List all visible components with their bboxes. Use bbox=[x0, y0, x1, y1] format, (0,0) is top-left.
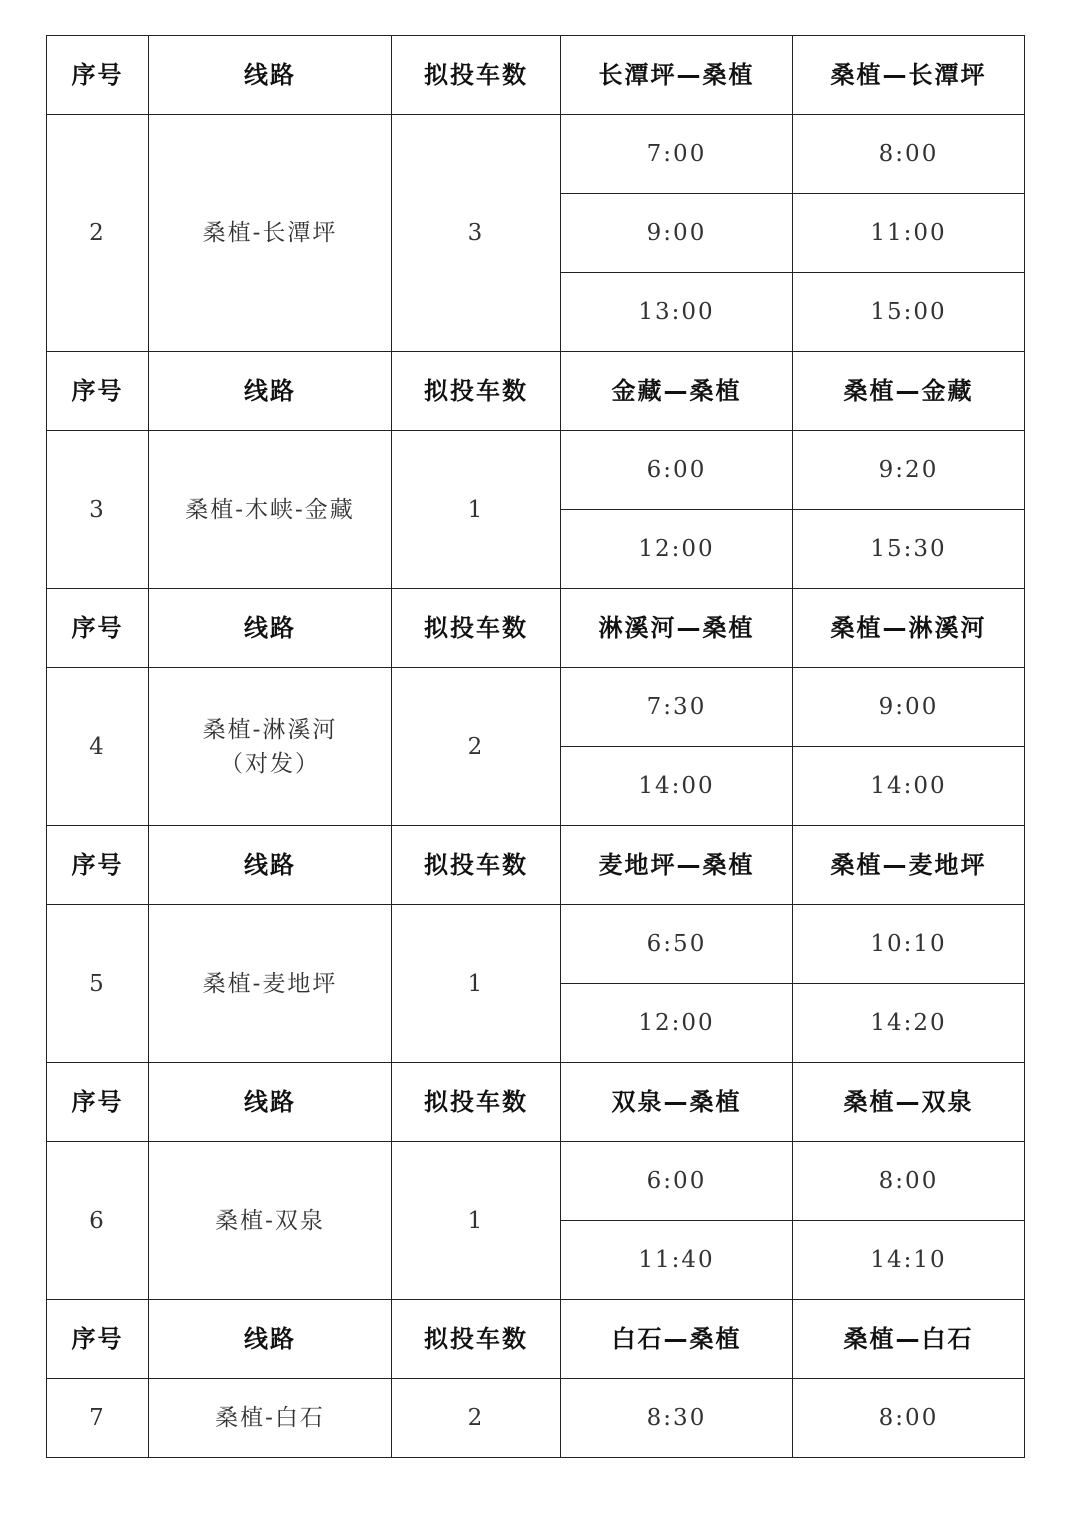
bus-count-cell: 1 bbox=[392, 431, 561, 589]
header-direction-a-cell: 金藏—桑植 bbox=[561, 352, 793, 431]
bus-count-cell: 2 bbox=[392, 668, 561, 826]
header-direction-b-cell: 桑植—麦地坪 bbox=[793, 826, 1025, 905]
route-name-line: 桑植-双泉 bbox=[215, 1207, 325, 1234]
section-header-row bbox=[47, 352, 1025, 431]
header-route-cell: 线路 bbox=[149, 352, 392, 431]
departure-time-b-cell: 14:00 bbox=[793, 747, 1025, 826]
table-row bbox=[47, 905, 1025, 984]
table-row bbox=[47, 1379, 1025, 1458]
route-name-cell bbox=[149, 115, 392, 352]
header-direction-a-cell: 长潭坪—桑植 bbox=[561, 36, 793, 115]
departure-time-b-cell: 11:00 bbox=[793, 194, 1025, 273]
bus-count-cell: 1 bbox=[392, 905, 561, 1063]
departure-time-b-cell: 9:20 bbox=[793, 431, 1025, 510]
departure-time-a-cell: 7:30 bbox=[561, 668, 793, 747]
route-number-cell: 3 bbox=[47, 431, 149, 589]
departure-time-b-cell: 8:00 bbox=[793, 1379, 1025, 1458]
header-buses-cell: 拟投车数 bbox=[392, 36, 561, 115]
header-buses-cell: 拟投车数 bbox=[392, 589, 561, 668]
route-number-cell: 5 bbox=[47, 905, 149, 1063]
route-name-line: （对发） bbox=[220, 750, 320, 777]
departure-time-a-cell: 6:00 bbox=[561, 431, 793, 510]
schedule-body bbox=[47, 36, 1025, 1458]
header-direction-a-cell: 双泉—桑植 bbox=[561, 1063, 793, 1142]
header-no-cell: 序号 bbox=[47, 352, 149, 431]
departure-time-b-cell: 14:10 bbox=[793, 1221, 1025, 1300]
departure-time-a-cell: 12:00 bbox=[561, 984, 793, 1063]
header-direction-a-cell: 白石—桑植 bbox=[561, 1300, 793, 1379]
header-direction-b-cell: 桑植—淋溪河 bbox=[793, 589, 1025, 668]
route-name-cell bbox=[149, 1142, 392, 1300]
departure-time-b-cell: 8:00 bbox=[793, 1142, 1025, 1221]
header-no-cell: 序号 bbox=[47, 1063, 149, 1142]
header-buses-cell: 拟投车数 bbox=[392, 1300, 561, 1379]
header-direction-b-cell: 桑植—金藏 bbox=[793, 352, 1025, 431]
header-no-cell: 序号 bbox=[47, 1300, 149, 1379]
header-buses-cell: 拟投车数 bbox=[392, 826, 561, 905]
section-header-row bbox=[47, 1300, 1025, 1379]
departure-time-b-cell: 10:10 bbox=[793, 905, 1025, 984]
header-route-cell: 线路 bbox=[149, 826, 392, 905]
route-name-line: 桑植-长潭坪 bbox=[202, 220, 338, 246]
header-direction-b-cell: 桑植—白石 bbox=[793, 1300, 1025, 1379]
header-buses-cell: 拟投车数 bbox=[392, 352, 561, 431]
bus-count-cell: 1 bbox=[392, 1142, 561, 1300]
route-name-line: 桑植-白石 bbox=[215, 1405, 325, 1431]
header-direction-b-cell: 桑植—长潭坪 bbox=[793, 36, 1025, 115]
header-route-cell: 线路 bbox=[149, 1300, 392, 1379]
route-name-cell bbox=[149, 1379, 392, 1458]
departure-time-a-cell: 6:50 bbox=[561, 905, 793, 984]
bus-schedule-table bbox=[46, 35, 1025, 1458]
table-row bbox=[47, 431, 1025, 510]
header-buses-cell: 拟投车数 bbox=[392, 1063, 561, 1142]
table-row bbox=[47, 115, 1025, 194]
section-header-row bbox=[47, 1063, 1025, 1142]
departure-time-b-cell: 15:30 bbox=[793, 510, 1025, 589]
departure-time-a-cell: 6:00 bbox=[561, 1142, 793, 1221]
bus-count-cell: 2 bbox=[392, 1379, 561, 1458]
departure-time-a-cell: 14:00 bbox=[561, 747, 793, 826]
header-route-cell: 线路 bbox=[149, 1063, 392, 1142]
route-name-line: 桑植-木峡-金藏 bbox=[185, 496, 355, 523]
route-number-cell: 4 bbox=[47, 668, 149, 826]
departure-time-b-cell: 14:20 bbox=[793, 984, 1025, 1063]
departure-time-a-cell: 12:00 bbox=[561, 510, 793, 589]
table-row bbox=[47, 1142, 1025, 1221]
section-header-row bbox=[47, 826, 1025, 905]
departure-time-b-cell: 15:00 bbox=[793, 273, 1025, 352]
departure-time-b-cell: 8:00 bbox=[793, 115, 1025, 194]
header-route-cell: 线路 bbox=[149, 589, 392, 668]
section-header-row bbox=[47, 589, 1025, 668]
route-number-cell: 7 bbox=[47, 1379, 149, 1458]
header-direction-a-cell: 麦地坪—桑植 bbox=[561, 826, 793, 905]
route-number-cell: 2 bbox=[47, 115, 149, 352]
header-direction-b-cell: 桑植—双泉 bbox=[793, 1063, 1025, 1142]
route-name-line: 桑植-淋溪河 bbox=[202, 716, 338, 743]
departure-time-a-cell: 7:00 bbox=[561, 115, 793, 194]
section-header-row bbox=[47, 36, 1025, 115]
departure-time-a-cell: 13:00 bbox=[561, 273, 793, 352]
header-no-cell: 序号 bbox=[47, 36, 149, 115]
departure-time-a-cell: 11:40 bbox=[561, 1221, 793, 1300]
departure-time-a-cell: 8:30 bbox=[561, 1379, 793, 1458]
bus-count-cell: 3 bbox=[392, 115, 561, 352]
header-no-cell: 序号 bbox=[47, 589, 149, 668]
route-name-cell bbox=[149, 905, 392, 1063]
route-number-cell: 6 bbox=[47, 1142, 149, 1300]
header-route-cell: 线路 bbox=[149, 36, 392, 115]
route-name-cell bbox=[149, 431, 392, 589]
route-name-line: 桑植-麦地坪 bbox=[202, 970, 338, 997]
header-no-cell: 序号 bbox=[47, 826, 149, 905]
header-direction-a-cell: 淋溪河—桑植 bbox=[561, 589, 793, 668]
table-row bbox=[47, 668, 1025, 747]
departure-time-a-cell: 9:00 bbox=[561, 194, 793, 273]
route-name-cell bbox=[149, 668, 392, 826]
departure-time-b-cell: 9:00 bbox=[793, 668, 1025, 747]
